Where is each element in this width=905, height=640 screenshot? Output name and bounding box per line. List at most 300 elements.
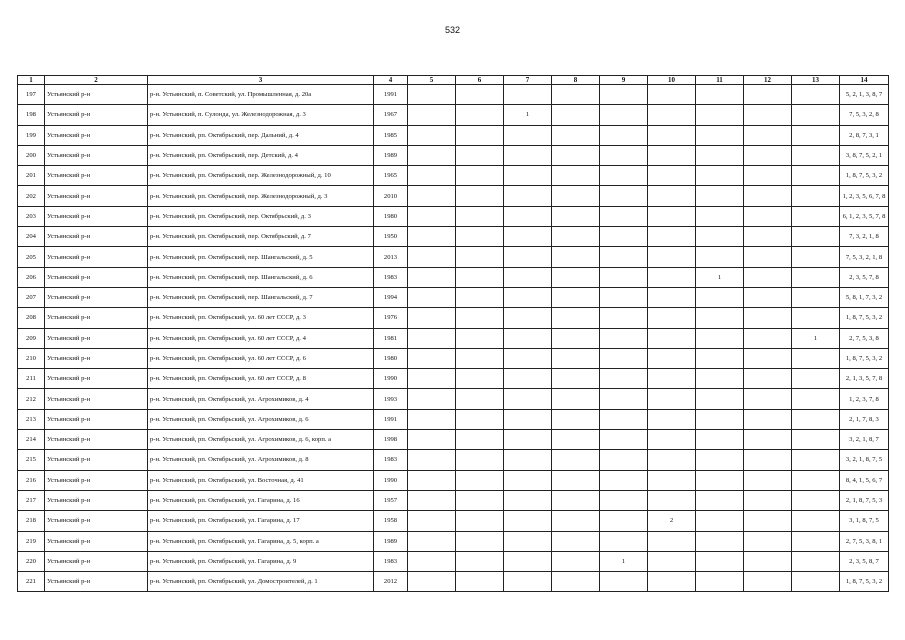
column-header: 12 [744,76,792,85]
row-number: 205 [18,247,45,267]
mark-cell [552,490,600,510]
mark-cell [504,308,552,328]
mark-cell: 1 [792,328,840,348]
mark-cell [456,409,504,429]
year-cell: 1983 [374,450,408,470]
mark-cell [600,328,648,348]
address-cell: р-н. Устьянский, рп. Октябрьский, ул. Гагарина, д. 9 [148,551,374,571]
table-row [18,328,889,348]
district-cell: Устьянский р-н [45,247,148,267]
mark-cell [504,470,552,490]
mark-cell [648,227,696,247]
table-row [18,227,889,247]
sequence-cell: 7, 5, 3, 2, 8 [840,105,889,125]
table-row [18,531,889,551]
row-number: 219 [18,531,45,551]
year-cell: 1989 [374,145,408,165]
table-row [18,389,889,409]
mark-cell [600,409,648,429]
mark-cell [744,430,792,450]
table-row [18,490,889,510]
address-cell: р-н. Устьянский, рп. Октябрьский, пер. Шангальский, д. 7 [148,287,374,307]
address-cell: р-н. Устьянский, рп. Октябрьский, ул. 60 лет СССР, д. 3 [148,308,374,328]
district-cell: Устьянский р-н [45,186,148,206]
mark-cell [792,450,840,470]
mark-cell [456,287,504,307]
mark-cell [792,206,840,226]
district-cell: Устьянский р-н [45,105,148,125]
mark-cell [408,572,456,592]
mark-cell [600,145,648,165]
mark-cell [504,328,552,348]
mark-cell: 1 [600,551,648,571]
mark-cell [696,348,744,368]
row-number: 207 [18,287,45,307]
mark-cell [600,450,648,470]
mark-cell [600,490,648,510]
table-row [18,145,889,165]
mark-cell [552,186,600,206]
mark-cell [408,511,456,531]
mark-cell [552,267,600,287]
mark-cell [696,511,744,531]
mark-cell [744,186,792,206]
mark-cell [552,145,600,165]
mark-cell [456,206,504,226]
district-cell: Устьянский р-н [45,369,148,389]
address-cell: р-н. Устьянский, рп. Октябрьский, ул. Восточная, д. 41 [148,470,374,490]
address-cell: р-н. Устьянский, рп. Октябрьский, пер. Октябрьский, д. 3 [148,206,374,226]
mark-cell [648,105,696,125]
table-row [18,267,889,287]
mark-cell [792,267,840,287]
mark-cell [552,328,600,348]
district-cell: Устьянский р-н [45,389,148,409]
mark-cell [792,511,840,531]
mark-cell [504,247,552,267]
sequence-cell: 8, 4, 1, 5, 6, 7 [840,470,889,490]
mark-cell [408,166,456,186]
mark-cell [696,247,744,267]
mark-cell [696,145,744,165]
sequence-cell: 3, 2, 1, 8, 7, 5 [840,450,889,470]
mark-cell [648,369,696,389]
mark-cell [552,287,600,307]
mark-cell [408,227,456,247]
column-header: 7 [504,76,552,85]
row-number: 213 [18,409,45,429]
year-cell: 1991 [374,409,408,429]
district-cell: Устьянский р-н [45,572,148,592]
mark-cell [600,470,648,490]
row-number: 200 [18,145,45,165]
address-cell: р-н. Устьянский, п. Советский, ул. Промышленная, д. 20а [148,85,374,105]
year-cell: 1958 [374,511,408,531]
mark-cell [792,409,840,429]
mark-cell [408,490,456,510]
address-cell: р-н. Устьянский, рп. Октябрьский, ул. Гагарина, д. 17 [148,511,374,531]
address-cell: р-н. Устьянский, рп. Октябрьский, ул. Агрохимиков, д. 6 [148,409,374,429]
mark-cell [792,531,840,551]
mark-cell [552,551,600,571]
year-cell: 1994 [374,287,408,307]
row-number: 216 [18,470,45,490]
mark-cell [600,389,648,409]
mark-cell [504,85,552,105]
mark-cell [792,551,840,571]
mark-cell [648,206,696,226]
year-cell: 1981 [374,328,408,348]
sequence-cell: 3, 8, 7, 5, 2, 1 [840,145,889,165]
mark-cell [408,369,456,389]
mark-cell [744,206,792,226]
mark-cell [456,186,504,206]
mark-cell [600,227,648,247]
address-cell: р-н. Устьянский, рп. Октябрьский, ул. Гагарина, д. 16 [148,490,374,510]
address-cell: р-н. Устьянский, рп. Октябрьский, ул. 60 лет СССР, д. 6 [148,348,374,368]
mark-cell [504,186,552,206]
district-cell: Устьянский р-н [45,470,148,490]
mark-cell [408,105,456,125]
address-cell: р-н. Устьянский, рп. Октябрьский, пер. Дальний, д. 4 [148,125,374,145]
mark-cell [600,85,648,105]
row-number: 201 [18,166,45,186]
mark-cell [648,85,696,105]
district-cell: Устьянский р-н [45,206,148,226]
mark-cell [696,572,744,592]
mark-cell [696,409,744,429]
row-number: 206 [18,267,45,287]
mark-cell [456,348,504,368]
mark-cell [552,409,600,429]
mark-cell [744,287,792,307]
mark-cell [696,450,744,470]
mark-cell [744,511,792,531]
mark-cell: 1 [696,267,744,287]
mark-cell [648,186,696,206]
mark-cell [600,267,648,287]
address-cell: р-н. Устьянский, рп. Октябрьский, ул. 60 лет СССР, д. 8 [148,369,374,389]
mark-cell [744,490,792,510]
mark-cell [408,450,456,470]
table-row [18,450,889,470]
year-cell: 1967 [374,105,408,125]
mark-cell [648,125,696,145]
column-header: 13 [792,76,840,85]
district-cell: Устьянский р-н [45,287,148,307]
district-cell: Устьянский р-н [45,227,148,247]
mark-cell [744,450,792,470]
row-number: 220 [18,551,45,571]
mark-cell [648,430,696,450]
mark-cell [408,287,456,307]
address-cell: р-н. Устьянский, рп. Октябрьский, ул. Агрохимиков, д. 6, корп. а [148,430,374,450]
year-cell: 1957 [374,490,408,510]
mark-cell [408,206,456,226]
column-header: 3 [148,76,374,85]
mark-cell [600,186,648,206]
address-cell: р-н. Устьянский, рп. Октябрьский, ул. 60 лет СССР, д. 4 [148,328,374,348]
mark-cell [600,247,648,267]
sequence-cell: 7, 5, 3, 2, 1, 8 [840,247,889,267]
district-cell: Устьянский р-н [45,145,148,165]
row-number: 209 [18,328,45,348]
year-cell: 1950 [374,227,408,247]
year-cell: 2013 [374,247,408,267]
row-number: 217 [18,490,45,510]
mark-cell [456,105,504,125]
mark-cell [648,287,696,307]
sequence-cell: 2, 3, 5, 7, 8 [840,267,889,287]
mark-cell [648,470,696,490]
year-cell: 2012 [374,572,408,592]
mark-cell [648,551,696,571]
mark-cell [408,125,456,145]
year-cell: 2010 [374,186,408,206]
sequence-cell: 2, 7, 5, 3, 8, 1 [840,531,889,551]
sequence-cell: 1, 8, 7, 5, 3, 2 [840,348,889,368]
mark-cell [552,247,600,267]
mark-cell [744,166,792,186]
table-row [18,105,889,125]
sequence-cell: 2, 3, 5, 8, 7 [840,551,889,571]
district-cell: Устьянский р-н [45,430,148,450]
mark-cell [696,430,744,450]
table-row [18,470,889,490]
sequence-cell: 1, 2, 3, 7, 8 [840,389,889,409]
year-cell: 1983 [374,551,408,571]
mark-cell [456,145,504,165]
mark-cell [552,125,600,145]
mark-cell [744,125,792,145]
address-cell: р-н. Устьянский, рп. Октябрьский, пер. Октябрьский, д. 7 [148,227,374,247]
mark-cell [744,348,792,368]
mark-cell [456,125,504,145]
district-cell: Устьянский р-н [45,490,148,510]
mark-cell [504,166,552,186]
year-cell: 1993 [374,389,408,409]
mark-cell [552,348,600,368]
district-cell: Устьянский р-н [45,409,148,429]
column-header: 10 [648,76,696,85]
sequence-cell: 1, 8, 7, 5, 3, 2 [840,308,889,328]
column-header: 11 [696,76,744,85]
register-table [17,75,889,592]
mark-cell [456,551,504,571]
mark-cell [792,287,840,307]
mark-cell [504,287,552,307]
mark-cell [792,145,840,165]
sequence-cell: 2, 1, 8, 7, 5, 3 [840,490,889,510]
mark-cell [696,389,744,409]
mark-cell [744,105,792,125]
mark-cell [504,430,552,450]
row-number: 202 [18,186,45,206]
mark-cell [456,328,504,348]
mark-cell [504,490,552,510]
row-number: 218 [18,511,45,531]
mark-cell [552,308,600,328]
mark-cell [504,227,552,247]
row-number: 198 [18,105,45,125]
mark-cell [744,247,792,267]
mark-cell [744,145,792,165]
column-header: 9 [600,76,648,85]
year-cell: 1985 [374,125,408,145]
mark-cell [504,531,552,551]
mark-cell: 2 [648,511,696,531]
page-number: 532 [444,25,461,35]
mark-cell [456,267,504,287]
mark-cell [648,348,696,368]
mark-cell [504,389,552,409]
year-cell: 1990 [374,369,408,389]
mark-cell [408,186,456,206]
mark-cell [792,125,840,145]
mark-cell [744,267,792,287]
mark-cell [792,389,840,409]
column-header: 4 [374,76,408,85]
mark-cell [408,470,456,490]
mark-cell [600,308,648,328]
mark-cell [408,85,456,105]
table-row [18,409,889,429]
mark-cell [744,389,792,409]
address-cell: р-н. Устьянский, рп. Октябрьский, пер. Детский, д. 4 [148,145,374,165]
table-row [18,308,889,328]
sequence-cell: 2, 1, 3, 5, 7, 8 [840,369,889,389]
row-number: 197 [18,85,45,105]
mark-cell: 1 [504,105,552,125]
year-cell: 1980 [374,206,408,226]
sequence-cell: 2, 1, 7, 8, 3 [840,409,889,429]
mark-cell [648,166,696,186]
mark-cell [456,308,504,328]
district-cell: Устьянский р-н [45,125,148,145]
row-number: 212 [18,389,45,409]
mark-cell [792,369,840,389]
mark-cell [552,166,600,186]
mark-cell [792,490,840,510]
mark-cell [792,348,840,368]
table-row [18,206,889,226]
row-number: 211 [18,369,45,389]
sequence-cell: 1, 8, 7, 5, 3, 2 [840,166,889,186]
table-row [18,85,889,105]
mark-cell [600,369,648,389]
mark-cell [744,551,792,571]
mark-cell [456,572,504,592]
mark-cell [504,572,552,592]
table-row [18,369,889,389]
district-cell: Устьянский р-н [45,511,148,531]
mark-cell [456,490,504,510]
mark-cell [456,430,504,450]
sequence-cell: 1, 2, 3, 5, 6, 7, 8 [840,186,889,206]
mark-cell [456,531,504,551]
mark-cell [408,389,456,409]
mark-cell [744,572,792,592]
table-row [18,247,889,267]
table-row [18,572,889,592]
column-header: 5 [408,76,456,85]
row-number: 203 [18,206,45,226]
year-cell: 1976 [374,308,408,328]
mark-cell [792,572,840,592]
year-cell: 1998 [374,430,408,450]
mark-cell [600,531,648,551]
mark-cell [744,227,792,247]
address-cell: р-н. Устьянский, рп. Октябрьский, ул. Агрохимиков, д. 8 [148,450,374,470]
sequence-cell: 7, 3, 2, 1, 8 [840,227,889,247]
district-cell: Устьянский р-н [45,328,148,348]
mark-cell [504,511,552,531]
mark-cell [600,287,648,307]
mark-cell [408,551,456,571]
mark-cell [744,369,792,389]
mark-cell [552,430,600,450]
district-cell: Устьянский р-н [45,450,148,470]
mark-cell [792,166,840,186]
mark-cell [456,389,504,409]
sequence-cell: 3, 2, 1, 8, 7 [840,430,889,450]
mark-cell [696,551,744,571]
mark-cell [456,85,504,105]
mark-cell [696,227,744,247]
sequence-cell: 1, 8, 7, 5, 3, 2 [840,572,889,592]
mark-cell [648,247,696,267]
mark-cell [696,166,744,186]
mark-cell [792,105,840,125]
mark-cell [600,348,648,368]
mark-cell [648,490,696,510]
mark-cell [600,105,648,125]
mark-cell [792,186,840,206]
year-cell: 1989 [374,531,408,551]
mark-cell [408,531,456,551]
row-number: 210 [18,348,45,368]
mark-cell [456,369,504,389]
district-cell: Устьянский р-н [45,267,148,287]
address-cell: р-н. Устьянский, рп. Октябрьский, пер. Железнодорожный, д. 10 [148,166,374,186]
mark-cell [552,85,600,105]
mark-cell [696,369,744,389]
mark-cell [648,308,696,328]
mark-cell [696,186,744,206]
sequence-cell: 3, 1, 8, 7, 5 [840,511,889,531]
mark-cell [744,328,792,348]
mark-cell [648,450,696,470]
mark-cell [552,369,600,389]
mark-cell [504,206,552,226]
mark-cell [408,247,456,267]
mark-cell [504,409,552,429]
mark-cell [456,470,504,490]
mark-cell [648,572,696,592]
mark-cell [552,206,600,226]
table-row [18,166,889,186]
mark-cell [600,572,648,592]
district-cell: Устьянский р-н [45,551,148,571]
mark-cell [648,328,696,348]
mark-cell [792,247,840,267]
mark-cell [648,389,696,409]
mark-cell [504,450,552,470]
mark-cell [696,308,744,328]
mark-cell [744,531,792,551]
district-cell: Устьянский р-н [45,531,148,551]
column-header: 14 [840,76,889,85]
